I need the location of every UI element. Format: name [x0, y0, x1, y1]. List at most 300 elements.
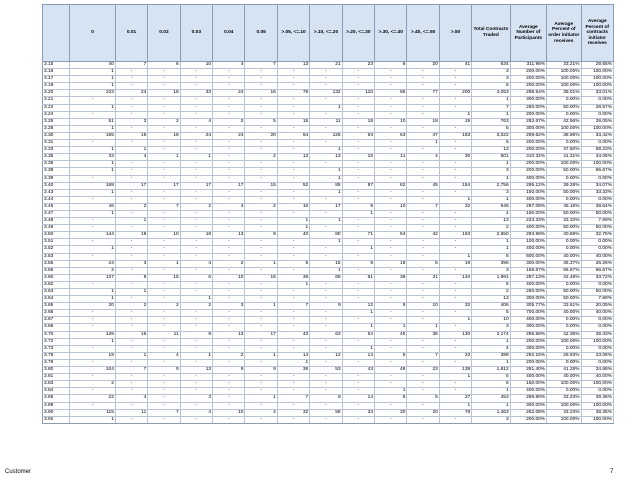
table-cell: - — [213, 253, 245, 260]
table-cell: 85 — [375, 90, 407, 97]
table-cell: 5 — [245, 118, 277, 125]
table-cell: 32.75% — [581, 232, 614, 239]
table-cell: 9 — [310, 303, 342, 310]
table-cell: 396 — [472, 260, 510, 267]
table-cell: 48 — [375, 367, 407, 374]
table-cell: - — [407, 402, 439, 409]
table-cell: 4 — [180, 118, 212, 125]
table-cell: 5 — [472, 310, 510, 317]
table-cell: 300.00% — [510, 402, 546, 409]
table-cell: - — [115, 267, 147, 274]
table-cell: 100.00% — [547, 125, 581, 132]
table-cell: 15 — [148, 274, 180, 281]
table-cell: 200.00% — [510, 76, 546, 83]
row-label-cell: 3.83 — [43, 381, 70, 388]
table-row — [43, 69, 614, 76]
table-cell: 28.57% — [581, 104, 614, 111]
table-cell: 66.67% — [581, 168, 614, 175]
table-cell: 100.00% — [510, 239, 546, 246]
table-cell: - — [213, 246, 245, 253]
table-cell: 100.00% — [581, 338, 614, 345]
table-cell: 78 — [439, 409, 471, 416]
table-cell: - — [342, 253, 374, 260]
table-cell: - — [407, 345, 439, 352]
table-cell: - — [310, 402, 342, 409]
table-cell: - — [115, 97, 147, 104]
table-cell: 400.00% — [510, 281, 546, 288]
table-cell: - — [245, 289, 277, 296]
table-cell: 200.00% — [510, 416, 546, 423]
table-cell: 79 — [277, 90, 309, 97]
row-label-cell: 3.48 — [43, 218, 70, 225]
table-cell: - — [375, 317, 407, 324]
table-body — [43, 62, 614, 424]
table-cell: 43 — [277, 331, 309, 338]
table-cell: - — [375, 125, 407, 132]
table-cell: 45 — [375, 331, 407, 338]
table-cell: 53 — [310, 367, 342, 374]
table-cell: 20 — [70, 303, 116, 310]
row-label-cell: 3.63 — [43, 289, 70, 296]
table-cell: 299.62% — [510, 132, 546, 139]
table-cell: - — [310, 310, 342, 317]
table-cell: 700.00% — [510, 310, 546, 317]
table-cell: - — [213, 338, 245, 345]
table-cell: 3 — [472, 189, 510, 196]
row-label-cell: 3.50 — [43, 232, 70, 239]
table-cell: 33.33% — [547, 218, 581, 225]
table-cell: 77 — [407, 90, 439, 97]
table-cell: - — [375, 239, 407, 246]
table-cell: - — [245, 267, 277, 274]
table-cell: - — [148, 225, 180, 232]
table-cell: 281.40% — [510, 367, 546, 374]
table-cell: 3 — [213, 303, 245, 310]
table-cell: - — [180, 125, 212, 132]
table-cell: - — [439, 69, 471, 76]
table-cell: 289.80% — [510, 395, 546, 402]
table-cell: 1 — [472, 239, 510, 246]
table-cell: - — [407, 175, 439, 182]
table-cell: - — [439, 239, 471, 246]
table-cell: 300.00% — [510, 97, 546, 104]
table-cell: - — [375, 168, 407, 175]
table-cell: 0.00% — [547, 281, 581, 288]
table-cell: 1 — [439, 374, 471, 381]
table-cell: - — [148, 317, 180, 324]
table-row — [43, 303, 614, 310]
table-cell: - — [439, 324, 471, 331]
table-cell: - — [342, 225, 374, 232]
table-row — [43, 409, 614, 416]
table-cell: 34 — [342, 409, 374, 416]
table-cell: 2,174 — [472, 331, 510, 338]
table-cell: 28.05% — [581, 118, 614, 125]
table-cell: 17 — [180, 182, 212, 189]
table-cell: 13 — [472, 296, 510, 303]
table-cell: - — [70, 97, 116, 104]
table-cell: 40.00% — [581, 374, 614, 381]
table-cell: - — [310, 210, 342, 217]
table-cell: 23.06% — [581, 352, 614, 359]
table-cell: 87 — [342, 182, 374, 189]
table-cell: 233.33% — [510, 218, 546, 225]
row-label-cell: 3.80 — [43, 367, 70, 374]
row-label-cell: 3.20 — [43, 90, 70, 97]
table-cell: - — [310, 253, 342, 260]
table-cell: - — [375, 402, 407, 409]
table-cell: 17 — [213, 182, 245, 189]
table-cell: 4 — [472, 345, 510, 352]
table-cell: - — [375, 289, 407, 296]
table-cell: - — [375, 267, 407, 274]
table-cell: - — [180, 225, 212, 232]
table-cell: 292.16% — [510, 352, 546, 359]
table-cell: 400.00% — [510, 388, 546, 395]
table-cell: - — [180, 402, 212, 409]
table-cell: 11 — [148, 331, 180, 338]
table-cell: 5 — [472, 83, 510, 90]
table-cell: 9 — [245, 232, 277, 239]
table-cell: - — [70, 140, 116, 147]
table-cell: - — [407, 218, 439, 225]
table-cell: - — [310, 225, 342, 232]
table-cell: 29.36% — [581, 395, 614, 402]
table-cell: - — [213, 402, 245, 409]
row-label-cell: 3.89 — [43, 402, 70, 409]
table-cell: 1 — [115, 147, 147, 154]
table-cell: 9 — [375, 303, 407, 310]
table-cell: 13 — [472, 147, 510, 154]
table-cell: - — [245, 83, 277, 90]
table-cell: - — [439, 359, 471, 366]
table-cell: - — [245, 111, 277, 118]
table-row — [43, 260, 614, 267]
table-cell: - — [213, 210, 245, 217]
table-cell: 85 — [310, 182, 342, 189]
table-cell: 3 — [115, 118, 147, 125]
table-cell: 38.86% — [547, 132, 581, 139]
table-cell: - — [375, 225, 407, 232]
table-cell: - — [213, 161, 245, 168]
table-cell: 29.65% — [581, 62, 614, 69]
table-cell: - — [342, 97, 374, 104]
table-cell: 0.00% — [547, 317, 581, 324]
table-cell: 1 — [245, 395, 277, 402]
table-cell: - — [115, 168, 147, 175]
table-cell: - — [115, 416, 147, 423]
table-cell: 24 — [115, 90, 147, 97]
table-row — [43, 367, 614, 374]
table-cell: 61 — [342, 274, 374, 281]
table-cell: 4 — [180, 260, 212, 267]
table-cell: - — [342, 76, 374, 83]
table-cell: 4 — [213, 62, 245, 69]
table-cell: - — [342, 140, 374, 147]
table-cell: 13 — [213, 232, 245, 239]
table-cell: 1 — [439, 196, 471, 203]
table-cell: 1 — [472, 402, 510, 409]
table-cell: - — [375, 76, 407, 83]
table-cell: - — [439, 76, 471, 83]
table-cell: 40.00% — [581, 310, 614, 317]
row-label-cell: 3.56 — [43, 267, 70, 274]
table-cell: - — [310, 374, 342, 381]
table-cell: - — [375, 104, 407, 111]
table-cell: 19 — [115, 232, 147, 239]
table-cell: - — [342, 69, 374, 76]
table-cell: - — [375, 140, 407, 147]
table-cell: - — [439, 416, 471, 423]
table-cell: 0.00% — [547, 196, 581, 203]
table-row — [43, 232, 614, 239]
table-cell: 200.00% — [510, 168, 546, 175]
table-cell: - — [407, 267, 439, 274]
table-cell: - — [277, 97, 309, 104]
table-cell: - — [439, 388, 471, 395]
table-cell: 1 — [70, 246, 116, 253]
table-cell: 300.00% — [510, 324, 546, 331]
table-cell: - — [342, 374, 374, 381]
table-cell: 5 — [472, 140, 510, 147]
table-cell: - — [342, 161, 374, 168]
table-cell: 9 — [148, 367, 180, 374]
table-cell: - — [115, 388, 147, 395]
table-cell: - — [115, 189, 147, 196]
table-cell: - — [310, 281, 342, 288]
table-cell: - — [180, 83, 212, 90]
table-cell: - — [180, 147, 212, 154]
table-cell: - — [245, 416, 277, 423]
table-cell: 0.00% — [581, 246, 614, 253]
table-cell: 1 — [70, 416, 116, 423]
table-cell: 3 — [180, 395, 212, 402]
table-cell: 100.00% — [547, 83, 581, 90]
table-cell: 100.00% — [547, 161, 581, 168]
table-cell: 63 — [375, 132, 407, 139]
row-label-cell: 3.67 — [43, 317, 70, 324]
table-cell: 400.00% — [510, 196, 546, 203]
table-cell: 22 — [70, 395, 116, 402]
table-cell: - — [342, 175, 374, 182]
table-cell: 31 — [407, 274, 439, 281]
table-cell: - — [342, 381, 374, 388]
column-header: Average Number of Participants — [510, 5, 546, 62]
table-cell: - — [70, 324, 116, 331]
table-cell: - — [310, 317, 342, 324]
table-cell: - — [407, 147, 439, 154]
table-cell: - — [439, 140, 471, 147]
row-label-cell: 3.84 — [43, 388, 70, 395]
table-cell: - — [245, 210, 277, 217]
table-cell: 0.00% — [547, 97, 581, 104]
table-cell: 0.00% — [547, 359, 581, 366]
table-cell: 42.35% — [547, 331, 581, 338]
table-cell: - — [277, 402, 309, 409]
table-cell: 1 — [180, 154, 212, 161]
table-cell: - — [439, 168, 471, 175]
row-label-cell: 3.81 — [43, 374, 70, 381]
table-cell: 13 — [213, 331, 245, 338]
table-cell: 100.00% — [547, 381, 581, 388]
table-cell: 12 — [310, 352, 342, 359]
table-cell: 41.31% — [547, 154, 581, 161]
table-cell: 1 — [277, 225, 309, 232]
column-header: >.50 — [439, 5, 471, 62]
table-cell: - — [342, 281, 374, 288]
table-cell: - — [180, 253, 212, 260]
table-cell: 285.58% — [510, 331, 546, 338]
table-cell: 9 — [245, 367, 277, 374]
table-cell: 1 — [375, 324, 407, 331]
table-cell: 139 — [70, 331, 116, 338]
table-row — [43, 225, 614, 232]
table-cell: - — [375, 147, 407, 154]
table-cell: 150.00% — [510, 189, 546, 196]
table-cell: - — [277, 388, 309, 395]
table-cell: - — [407, 210, 439, 217]
table-cell: 50.00% — [547, 289, 581, 296]
table-cell: - — [407, 76, 439, 83]
table-cell: - — [148, 125, 180, 132]
table-cell: 200.00% — [510, 111, 546, 118]
table-cell: - — [375, 218, 407, 225]
table-cell: 66.67% — [581, 267, 614, 274]
table-cell: 20 — [407, 409, 439, 416]
row-label-cell: 3.31 — [43, 140, 70, 147]
table-cell: 27 — [439, 395, 471, 402]
table-cell: - — [213, 168, 245, 175]
table-cell: 14 — [342, 395, 374, 402]
table-cell: 1 — [70, 83, 116, 90]
table-cell: 33.01% — [581, 90, 614, 97]
table-cell: - — [310, 345, 342, 352]
table-cell: - — [245, 359, 277, 366]
table-cell: 2 — [472, 289, 510, 296]
table-cell: - — [148, 97, 180, 104]
table-cell: - — [213, 225, 245, 232]
table-cell: 1 — [472, 246, 510, 253]
table-cell: - — [213, 111, 245, 118]
table-row — [43, 132, 614, 139]
table-cell: - — [180, 168, 212, 175]
column-header: 0.04 — [213, 5, 245, 62]
page-number: 7 — [610, 469, 614, 475]
row-label-cell: 3.64 — [43, 296, 70, 303]
table-cell: 100.00% — [547, 416, 581, 423]
table-cell: - — [245, 388, 277, 395]
table-cell: 19 — [439, 118, 471, 125]
table-cell: - — [277, 253, 309, 260]
table-cell: - — [148, 111, 180, 118]
table-row — [43, 104, 614, 111]
table-row — [43, 352, 614, 359]
table-cell: 46 — [70, 203, 116, 210]
table-cell: - — [115, 69, 147, 76]
table-cell: - — [375, 246, 407, 253]
table-cell: - — [115, 402, 147, 409]
table-cell: - — [180, 374, 212, 381]
column-header: Average Percent of contracts initiator receives — [581, 5, 614, 62]
table-cell: - — [245, 161, 277, 168]
table-cell: 71 — [342, 232, 374, 239]
table-cell: - — [148, 267, 180, 274]
table-cell: - — [115, 359, 147, 366]
table-cell: 4 — [180, 409, 212, 416]
column-header: >.05, <=.10 — [277, 5, 309, 62]
table-cell: - — [180, 69, 212, 76]
table-cell: 100.00% — [581, 69, 614, 76]
table-cell: 6 — [148, 62, 180, 69]
table-cell: 33.72% — [581, 274, 614, 281]
table-cell: - — [213, 125, 245, 132]
table-cell: 9 — [180, 331, 212, 338]
table-cell: 18 — [148, 90, 180, 97]
table-cell: 282.67% — [510, 118, 546, 125]
row-label-cell: 3.75 — [43, 352, 70, 359]
row-label-cell: 3.33 — [43, 147, 70, 154]
table-cell: 0.00% — [581, 111, 614, 118]
table-cell: - — [407, 310, 439, 317]
table-cell: - — [277, 381, 309, 388]
table-cell: - — [407, 246, 439, 253]
table-cell: - — [277, 267, 309, 274]
table-cell: 51 — [70, 118, 116, 125]
table-cell: 1 — [472, 338, 510, 345]
table-cell: - — [439, 246, 471, 253]
table-cell: 40.00% — [547, 253, 581, 260]
table-cell: 1 — [70, 189, 116, 196]
table-cell: 1 — [310, 189, 342, 196]
table-cell: 10 — [213, 409, 245, 416]
column-header: >.10, <=.20 — [310, 5, 342, 62]
table-cell: 100.00% — [581, 125, 614, 132]
row-label-cell: 3.18 — [43, 83, 70, 90]
table-cell: 1 — [342, 345, 374, 352]
table-cell: 42.56% — [547, 118, 581, 125]
table-cell: - — [407, 161, 439, 168]
table-cell: - — [310, 69, 342, 76]
table-cell: 2,650 — [472, 232, 510, 239]
table-cell: 1 — [148, 260, 180, 267]
table-cell: 125 — [310, 132, 342, 139]
table-cell: - — [70, 111, 116, 118]
table-cell: 7 — [277, 395, 309, 402]
table-cell: - — [213, 359, 245, 366]
table-cell: - — [310, 246, 342, 253]
table-cell: 13 — [277, 154, 309, 161]
table-cell: 20.05% — [581, 303, 614, 310]
table-row — [43, 76, 614, 83]
table-cell: - — [148, 69, 180, 76]
table-cell: 600.00% — [510, 253, 546, 260]
table-cell: - — [245, 168, 277, 175]
table-cell: 5 — [472, 125, 510, 132]
table-cell: 50.00% — [547, 296, 581, 303]
table-cell: - — [342, 104, 374, 111]
table-cell: 34.07% — [581, 182, 614, 189]
table-cell: - — [70, 281, 116, 288]
table-cell: 300.00% — [510, 345, 546, 352]
table-cell: 0.00% — [547, 345, 581, 352]
table-cell: - — [439, 161, 471, 168]
table-cell: - — [310, 324, 342, 331]
row-label-cell: 3.76 — [43, 359, 70, 366]
table-cell: - — [148, 76, 180, 83]
table-cell: - — [310, 359, 342, 366]
table-cell: - — [245, 324, 277, 331]
table-cell: 1 — [115, 352, 147, 359]
